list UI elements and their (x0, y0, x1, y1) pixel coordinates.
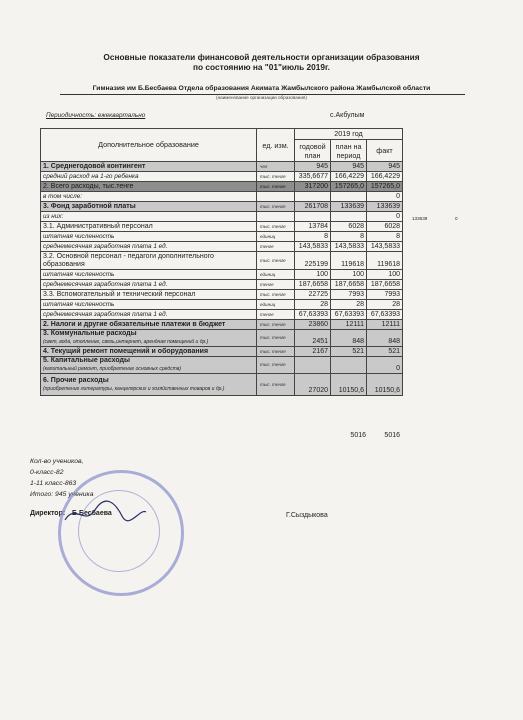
document-title: Основные показатели финансовой деятельности организации образования (103, 52, 420, 62)
row-plan: 2451 (295, 330, 331, 347)
row-label: из них: (41, 212, 257, 222)
row-period: 67,63393 (331, 310, 367, 320)
row-fact: 0 (367, 192, 403, 202)
row-unit: чел (257, 162, 295, 172)
row-fact: 28 (367, 300, 403, 310)
row-plan: 335,6677 (295, 172, 331, 182)
table-row (41, 162, 403, 172)
row-fact: 521 (367, 347, 403, 357)
row-period: 187,6658 (331, 280, 367, 290)
row-period: 157265,0 (331, 182, 367, 192)
row-fact: 100 (367, 270, 403, 280)
row-label: 3. Фонд заработной платы (41, 202, 257, 212)
row-plan: 225199 (295, 252, 331, 270)
col-header-plan-year: годовой план (295, 140, 331, 162)
table-row (41, 172, 403, 182)
table-row (41, 222, 403, 232)
table-row (41, 330, 403, 347)
row-unit: тыс. тенге (257, 182, 295, 192)
row-plan: 945 (295, 162, 331, 172)
row-plan: 2167 (295, 347, 331, 357)
row-plan: 27020 (295, 374, 331, 396)
location: с.Акбулым (330, 112, 365, 119)
row-period: 848 (331, 330, 367, 347)
director-signature (60, 498, 150, 528)
row-label: 3.2. Основной персонал - педагоги дополнительного образования (41, 252, 257, 270)
col-header-unit: ед. изм. (257, 129, 295, 162)
row-period: 945 (331, 162, 367, 172)
accountant-name: Г.Сыздыкова (286, 512, 328, 519)
row-plan (295, 212, 331, 222)
director-name: Б.Бесбаева (72, 510, 112, 517)
table-row (41, 232, 403, 242)
table-row (41, 242, 403, 252)
row-period: 7993 (331, 290, 367, 300)
row-unit: тыс. тенге (257, 252, 295, 270)
row-fact: 7993 (367, 290, 403, 300)
row-label: 3.1. Административный персонал (41, 222, 257, 232)
row-label: штатная численность (41, 270, 257, 280)
row-plan: 317200 (295, 182, 331, 192)
row-fact: 166,4229 (367, 172, 403, 182)
row-period (331, 212, 367, 222)
row-period: 143,5833 (331, 242, 367, 252)
row-sublabel: (приобретение литературы, канцелярских и хозяйственных товаров и др.) (43, 385, 225, 392)
row-plan: 23860 (295, 320, 331, 330)
side-value: 133639 (412, 216, 428, 221)
extra-fact-value: 5016 (384, 432, 400, 439)
row-period: 119618 (331, 252, 367, 270)
student-count-line2: 0-класс-82 (30, 469, 64, 476)
row-unit: тыс. тенге (257, 347, 295, 357)
row-label: среднемесячная заработная плата 1 ед. (41, 280, 257, 290)
row-unit: тыс. тенге (257, 222, 295, 232)
row-label: 4. Текущий ремонт помещений и оборудования (41, 347, 257, 357)
row-unit (257, 212, 295, 222)
row-plan: 22725 (295, 290, 331, 300)
row-plan (295, 357, 331, 374)
row-label: 3. Коммунальные расходы (свет, вода, отопление, связь,интернет, арендная помещений и др.) (41, 330, 257, 347)
row-fact: 6028 (367, 222, 403, 232)
row-label: 2. Налоги и другие обязательные платежи в бюджет (41, 320, 257, 330)
row-label: в том числе: (41, 192, 257, 202)
row-unit: тенге (257, 310, 295, 320)
row-plan (295, 192, 331, 202)
row-fact: 187,6658 (367, 280, 403, 290)
row-unit: тенге (257, 280, 295, 290)
row-unit: единиц (257, 270, 295, 280)
student-count-title: Кол-во учеников, (30, 458, 84, 465)
row-fact: 157265,0 (367, 182, 403, 192)
col-header-plan-period: план на период (331, 140, 367, 162)
row-plan: 261708 (295, 202, 331, 212)
row-label: 1. Среднегодовой контингент (41, 162, 257, 172)
row-unit: тыс. тенге (257, 172, 295, 182)
row-unit: тыс. тенге (257, 202, 295, 212)
row-period: 28 (331, 300, 367, 310)
row-plan: 100 (295, 270, 331, 280)
row-label: среднемесячная заработная плата 1 ед. (41, 242, 257, 252)
row-unit: тыс. тенге (257, 357, 295, 374)
row-label: средний расход на 1-го ребенка (41, 172, 257, 182)
table-row (41, 202, 403, 212)
row-label: 2. Всего расходы, тыс.тенге (41, 182, 257, 192)
periodicity: Периодичность: ежеквартально (46, 112, 146, 119)
row-period: 100 (331, 270, 367, 280)
col-header-year: 2019 год (295, 129, 403, 140)
row-label: 5. Капитальные расходы (капитальный ремонт, приобретение основных средств) (41, 357, 257, 374)
row-unit: тыс. тенге (257, 290, 295, 300)
organization-name: Гимназия им Б.Бесбаева Отдела образования Акимата Жамбылского района Жамбылской области (92, 85, 431, 92)
row-plan: 13784 (295, 222, 331, 232)
row-fact: 133639 (367, 202, 403, 212)
table-row (41, 270, 403, 280)
row-plan: 67,63393 (295, 310, 331, 320)
row-fact: 12111 (367, 320, 403, 330)
student-count-total: Итого: 945 ученика (30, 491, 94, 498)
row-unit (257, 192, 295, 202)
row-period (331, 192, 367, 202)
student-count-line3: 1-11 класс-863 (30, 480, 77, 487)
row-unit: тыс. тенге (257, 320, 295, 330)
table-row (41, 182, 403, 192)
row-period: 133639 (331, 202, 367, 212)
table-row (41, 290, 403, 300)
col-header-fact: факт (367, 140, 403, 162)
table-row (41, 310, 403, 320)
table-row (41, 374, 403, 396)
row-period: 12111 (331, 320, 367, 330)
row-plan: 8 (295, 232, 331, 242)
row-fact: 67,63393 (367, 310, 403, 320)
row-plan: 187,6658 (295, 280, 331, 290)
row-label: 6. Прочие расходы (приобретение литературы, канцелярских и хозяйственных товаров и др.) (41, 374, 257, 396)
financial-table (40, 128, 403, 396)
side-zero: 0 (455, 216, 458, 221)
row-unit: тыс. тенге (257, 330, 295, 347)
row-label: штатная численность (41, 300, 257, 310)
row-label: 3.3. Вспомогательный и технический персонал (41, 290, 257, 300)
row-fact: 945 (367, 162, 403, 172)
row-unit: единиц (257, 300, 295, 310)
row-period: 521 (331, 347, 367, 357)
table-row (41, 357, 403, 374)
row-fact: 143,5833 (367, 242, 403, 252)
row-unit: единиц (257, 232, 295, 242)
row-fact: 0 (367, 212, 403, 222)
table-row (41, 192, 403, 202)
table-row (41, 347, 403, 357)
row-sublabel: (свет, вода, отопление, связь,интернет, арендная помещений и др.) (43, 339, 209, 345)
table-row (41, 300, 403, 310)
row-unit: тыс. тенге (257, 374, 295, 396)
table-row (41, 212, 403, 222)
row-plan: 28 (295, 300, 331, 310)
row-period: 166,4229 (331, 172, 367, 182)
row-fact: 0 (367, 357, 403, 374)
row-fact: 119618 (367, 252, 403, 270)
row-label: среднемесячная заработная плата 1 ед. (41, 310, 257, 320)
row-period: 10150,6 (331, 374, 367, 396)
table-row (41, 320, 403, 330)
extra-period-value: 5016 (350, 432, 366, 439)
col-header-name: Дополнительное образование (41, 129, 257, 162)
table-row (41, 252, 403, 270)
row-period: 6028 (331, 222, 367, 232)
table-row (41, 280, 403, 290)
document-date: по состоянию на "01"июль 2019г. (193, 62, 330, 72)
row-unit: тенге (257, 242, 295, 252)
row-period: 8 (331, 232, 367, 242)
row-plan: 143,5833 (295, 242, 331, 252)
row-period (331, 357, 367, 374)
row-fact: 8 (367, 232, 403, 242)
row-fact: 10150,6 (367, 374, 403, 396)
organization-note: (наименование организации образования) (216, 95, 307, 100)
director-label: Директор: (30, 510, 66, 517)
row-sublabel: (капитальный ремонт, приобретение основных средств) (43, 366, 182, 372)
row-label: штатная численность (41, 232, 257, 242)
row-fact: 848 (367, 330, 403, 347)
